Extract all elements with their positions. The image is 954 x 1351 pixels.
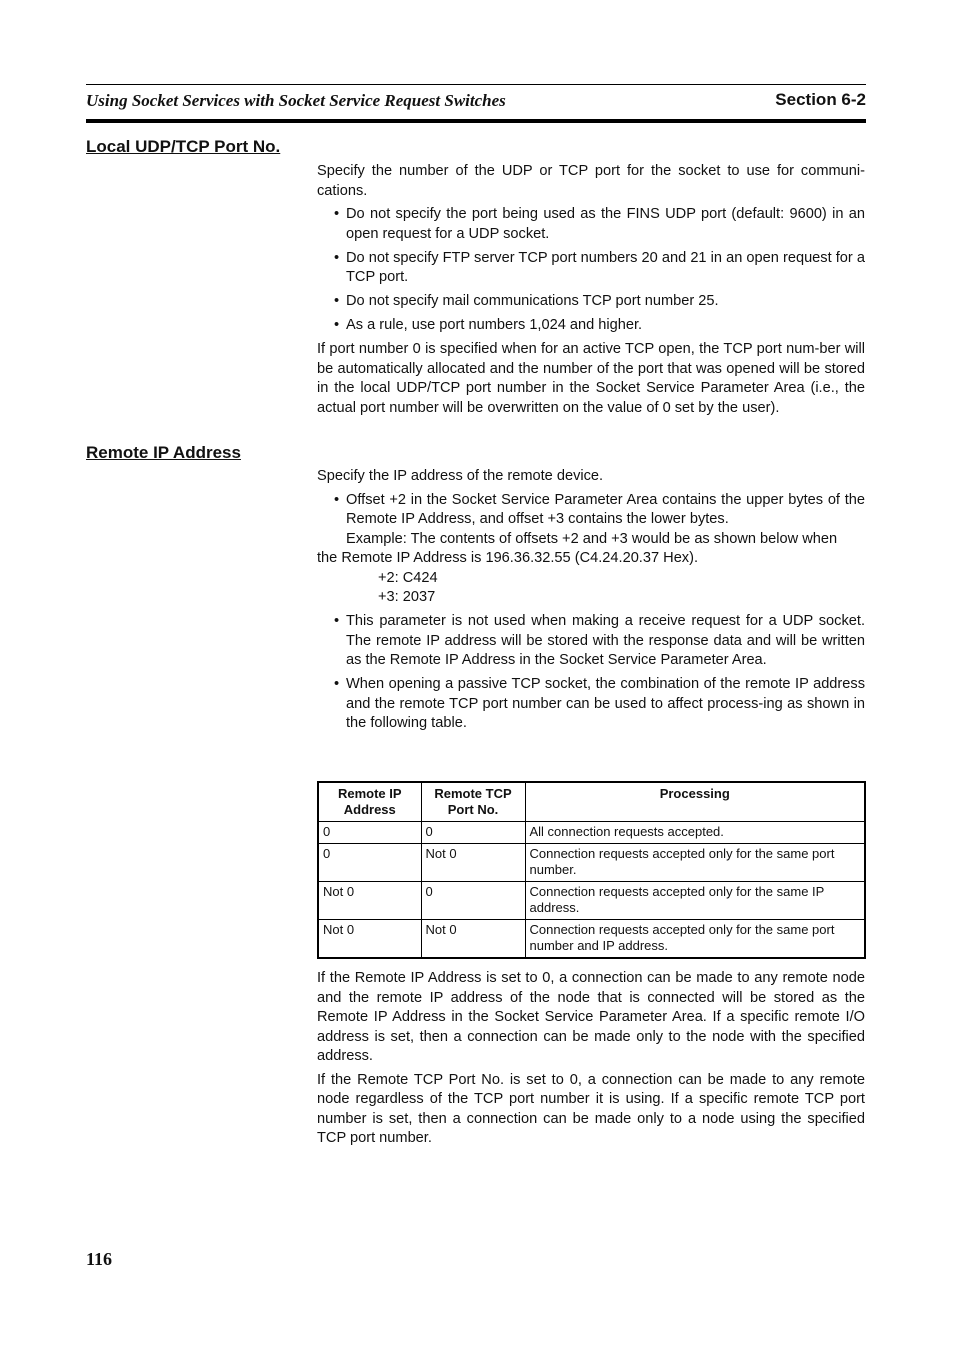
after-table-body	[317, 969, 865, 1153]
table-header-row	[318, 782, 865, 822]
column-header: Processing	[525, 782, 865, 822]
heading-remote-ip: Remote IP Address	[86, 443, 241, 462]
remote-ip-intro: Specify the IP address of the remote device.	[317, 468, 604, 484]
list-item: • As a rule, use port numbers 1,024 and higher.	[334, 317, 643, 333]
remote-ip-body	[317, 467, 865, 738]
local-port-intro: Specify the number of the UDP or TCP port for the socket to use for communi-cations.	[317, 163, 865, 199]
processing-table	[317, 781, 866, 959]
list-item: • This parameter is not used when making a receive request for a UDP socket. The remote IP address will be stored with the response data and will be written as the Remote IP Address in the Socket Service Parameter Area.	[334, 613, 865, 668]
paragraph: If the Remote TCP Port No. is set to 0, a connection can be made to any remote node regardless of the TCP port number it is using. If a specific remote TCP port number is set, then a connection can be made only to a node using the specified TCP port number.	[317, 1071, 865, 1146]
local-port-body	[317, 162, 865, 422]
list-item: • Do not specify FTP server TCP port numbers 20 and 21 in an open request for a TCP port.	[334, 249, 865, 285]
table-row: Not 0 0 Connection requests accepted only for the same IP address.	[318, 882, 865, 920]
column-header: Remote IP Address	[318, 782, 421, 822]
table-row: Not 0 Not 0 Connection requests accepted only for the same port number and IP address.	[318, 920, 865, 959]
list-item: • Do not specify the port being used as the FINS UDP port (default: 9600) in an open request for a UDP socket.	[334, 206, 865, 242]
page-header	[86, 84, 866, 123]
header-title: Using Socket Services with Socket Service Request Switches	[86, 91, 506, 110]
column-header: Remote TCP Port No.	[421, 782, 525, 822]
section-number: Section 6-2	[775, 90, 866, 109]
table-row: 0 Not 0 Connection requests accepted only for the same port number.	[318, 844, 865, 882]
paragraph: If the Remote IP Address is set to 0, a connection can be made to any remote node and the remote IP address of the node that is connected will be stored as the Remote IP Address in the Socket Service Parameter Area. If a specific remote I/O address is set, then a connection can be made only to the node with the specified address.	[317, 970, 865, 1064]
local-port-note: If port number 0 is specified when for an active TCP open, the TCP port num-ber will be automatically allocated and the number of the port that was opened will be stored in the local UDP/TCP port number in the Socket Service Parameter Area (i.e., the actual port number will be overwritten on the value of 0 set by the user).	[317, 341, 865, 416]
list-item: • Do not specify mail communications TCP port number 25.	[334, 293, 719, 309]
heading-local-port: Local UDP/TCP Port No.	[86, 137, 281, 156]
page-number: 116	[86, 1249, 113, 1269]
list-item: • Offset +2 in the Socket Service Parameter Area contains the upper bytes of the Remote IP Address, and offset +3 contains the lower bytes. Example: The contents of offsets +2 and +3 would be as shown below when the Remote IP Address is 196.36.32.55 (C4.24.20.37 Hex). +2: C424 +3: 2037	[317, 491, 865, 605]
list-item: • When opening a passive TCP socket, the combination of the remote IP address and the remote TCP port number can be used to affect process-ing as shown in the following table.	[334, 676, 865, 731]
table-row: 0 0 All connection requests accepted.	[318, 822, 865, 844]
